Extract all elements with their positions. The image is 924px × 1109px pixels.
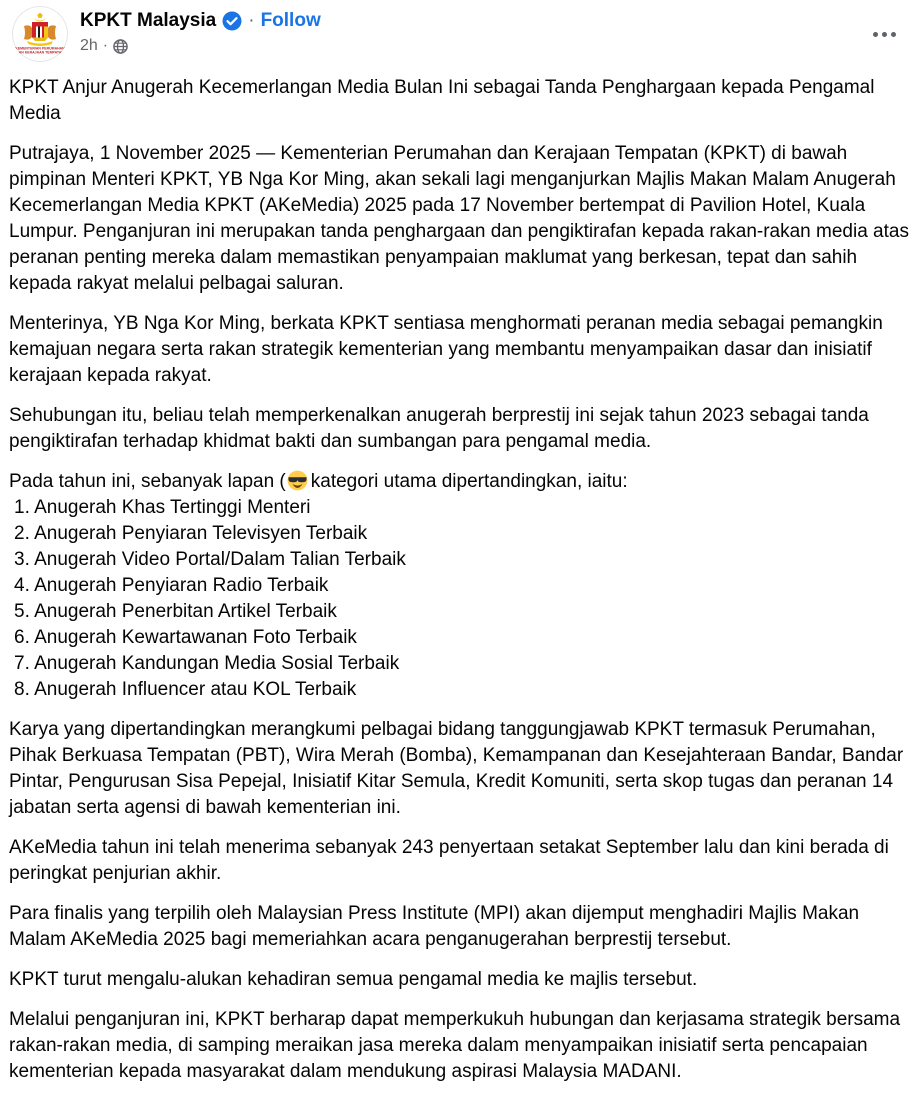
post-content (0, 62, 924, 1109)
post-timestamp[interactable]: 2h (80, 37, 98, 54)
category-item: 3. Anugerah Video Portal/Dalam Talian Terbaik (14, 549, 406, 570)
category-item: 8. Anugerah Influencer atau KOL Terbaik (14, 679, 357, 700)
category-item: 5. Anugerah Penerbitan Artikel Terbaik (14, 601, 337, 622)
page-name-row (80, 8, 321, 34)
post-paragraph: AKeMedia tahun ini telah menerima sebanyak 243 penyertaan setakat September lalu dan kini berada di peringkat penjurian akhir. (9, 837, 889, 884)
avatar-text-line1: KEMENTERIAN PERUMAHAN (15, 46, 65, 51)
sunglasses-emoji-icon (287, 470, 308, 491)
kpkt-crest-logo (14, 8, 66, 60)
post-paragraph-categories-intro (9, 469, 915, 495)
post-paragraph: KPKT turut mengalu-alukan kehadiran semua pengamal media ke majlis tersebut. (9, 969, 698, 990)
post-paragraph: Sehubungan itu, beliau telah memperkenalkan anugerah berprestij ini sejak tahun 2023 sebagai tanda pengiktirafan terhadap khidmat bakti dan sumbangan para pengamal media. (9, 405, 869, 452)
post-paragraph: Para finalis yang terpilih oleh Malaysian Press Institute (MPI) akan dijemput menghadiri Majlis Makan Malam AKeMedia 2025 bagi memeriahkan acara penganugerahan berprestij tersebut. (9, 903, 860, 950)
categories-intro-text-before: Pada tahun ini, sebanyak lapan ( (9, 471, 286, 492)
post-paragraph-title: KPKT Anjur Anugerah Kecemerlangan Media Bulan Ini sebagai Tanda Penghargaan kepada Pengamal Media (9, 77, 875, 124)
more-options-icon (873, 32, 878, 37)
meta-separator: · (102, 37, 109, 54)
categories-intro-text-after: kategori utama dipertandingkan, iaitu: (310, 471, 628, 492)
post-paragraph: Putrajaya, 1 November 2025 — Kementerian Perumahan dan Kerajaan Tempatan (KPKT) di bawah pimpinan Menteri KPKT, YB Nga Kor Ming, akan sekali lagi menganjurkan Majlis Makan Malam Anugerah Kecemerlangan Media KPKT (AKeMedia) 2025 pada 17 November bertempat di Pavilion Hotel, Kuala Lumpur. Penganjuran ini merupakan tanda penghargaan dan pengiktirafan kepada rakan-rakan media atas peranan penting mereka dalam memastikan penyampaian maklumat yang berkesan, tepat dan sahih kepada rakyat melalui pelbagai saluran. (9, 143, 909, 294)
category-item: 2. Anugerah Penyiaran Televisyen Terbaik (14, 523, 368, 544)
post-paragraph: Karya yang dipertandingkan merangkumi pelbagai bidang tanggungjawab KPKT termasuk Perumahan, Pihak Berkuasa Tempatan (PBT), Wira Merah (Bomba), Kemampanan dan Kesejahteraan Bandar, Bandar Pintar, Pengurusan Sisa Pepejal, Inisiatif Kitar Semula, Kredit Komuniti, serta skop tugas dan peranan 14 jabatan serta agensi di bawah kementerian ini. (9, 719, 904, 818)
page-name-link[interactable]: KPKT Malaysia (80, 10, 217, 31)
post-paragraph: Menterinya, YB Nga Kor Ming, berkata KPKT sentiasa menghormati peranan media sebagai pemangkin kemajuan negara serta rakan strategik kementerian yang membantu menyampaikan dasar dan inisiatif kerajaan kepada rakyat. (9, 313, 883, 386)
category-item: 6. Anugerah Kewartawanan Foto Terbaik (14, 627, 357, 648)
name-follow-separator: · (248, 10, 255, 31)
category-item: 4. Anugerah Penyiaran Radio Terbaik (14, 575, 329, 596)
follow-button[interactable]: Follow (260, 10, 321, 31)
globe-public-icon (113, 39, 128, 54)
page-avatar[interactable] (12, 6, 68, 62)
verified-badge-icon (222, 11, 242, 31)
post-meta-row (80, 37, 321, 55)
header-text-block (80, 6, 321, 55)
categories-list (9, 495, 915, 703)
avatar-text-line2: DAN KERAJAAN TEMPATAN (16, 50, 64, 55)
post-paragraph: Melalui penganjuran ini, KPKT berharap dapat memperkukuh hubungan dan kerjasama strategik bersama rakan-rakan media, di samping meraikan jasa mereka dalam menyampaikan inisiatif serta pencapaian kementerian kepada masyarakat dalam mendukung aspirasi Malaysia MADANI. (9, 1009, 901, 1082)
category-item: 1. Anugerah Khas Tertinggi Menteri (14, 497, 311, 518)
post-header (0, 0, 924, 62)
category-item: 7. Anugerah Kandungan Media Sosial Terbaik (14, 653, 400, 674)
more-options-button[interactable] (866, 20, 902, 48)
